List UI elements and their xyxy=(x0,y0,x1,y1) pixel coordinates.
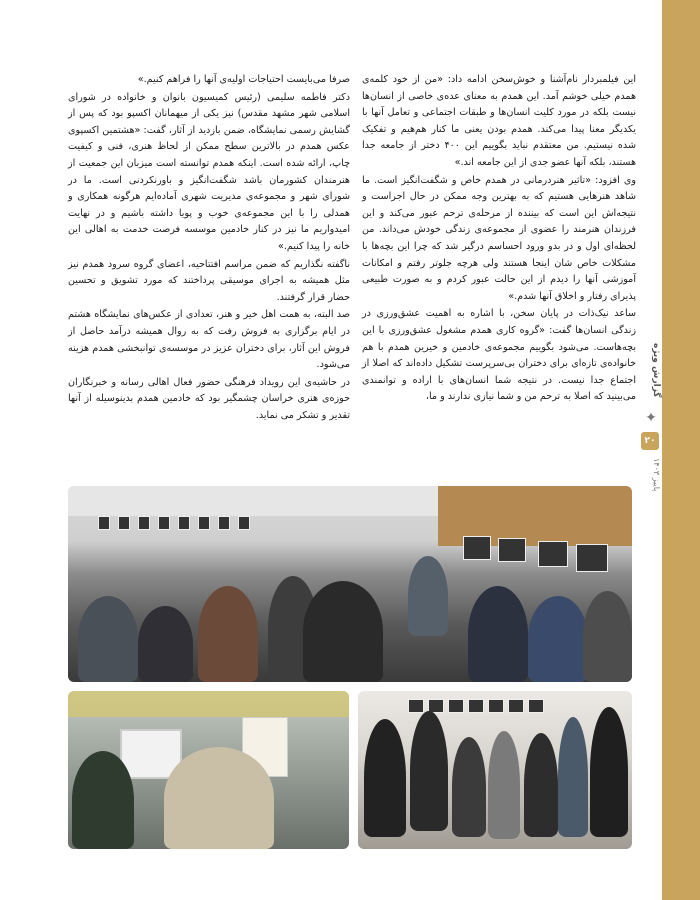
page-number: ۲۰ xyxy=(641,432,659,450)
standing-person xyxy=(410,711,448,831)
exhibition-crowd-photo xyxy=(68,486,632,682)
visitor xyxy=(583,591,632,682)
photo-frame xyxy=(448,699,464,713)
visitor xyxy=(198,586,258,682)
issue-season: پاییز ۱۴۰۳ xyxy=(652,458,661,492)
photo-frame xyxy=(488,699,504,713)
photo-frame xyxy=(198,516,210,530)
photo-frame xyxy=(528,699,544,713)
visitor xyxy=(78,596,138,682)
photo-frame xyxy=(238,516,250,530)
award-certificate-photo xyxy=(68,691,349,849)
paragraph: در حاشیه‌ی این رویداد فرهنگی حضور فعال اهالی رسانه و خبرنگاران حوزه‌ی هنری خراسان چشمگیر بود که خادمین همدم بدینوسیله از آنها تقدیر و تشکر می نماید. xyxy=(68,376,350,421)
visitor xyxy=(303,581,383,682)
paragraph: این فیلمبردار نام‌آشنا و خوش‌سخن ادامه داد: «من از خود کلمه‌ی همدم خیلی خوشم آمد. این همدم به معنای عده‌ی خاصی از انسان‌ها نیست بلکه در مورد کلیت انسان‌ها و طبقات اجتماعی و تعامل آنها با یکدیگر معنا پیدا می‌کند. همدم بودن یعنی ما کنار هم‌هیم و تفکیک شده نیستیم. من معتقدم نباید بگوییم این ۴۰۰ دختر از جامعه جدا هستند، بلکه آنها عضو جدی از این جامعه اند.» xyxy=(362,74,636,168)
seated-person xyxy=(488,731,520,839)
photo-frame xyxy=(498,538,526,562)
standing-person xyxy=(558,717,588,837)
man-center xyxy=(164,747,274,849)
visitor xyxy=(468,586,528,682)
photo-frame xyxy=(508,699,524,713)
visitor xyxy=(528,596,588,682)
man-left xyxy=(72,751,134,849)
photo-frame xyxy=(118,516,130,530)
section-title: گزارش ویژه xyxy=(651,342,661,398)
paragraph: صرفا می‌بایست احتیاجات اولیه‌ی آنها را فراهم کنیم.» xyxy=(137,74,350,85)
group-portrait-photo xyxy=(358,691,632,849)
photo-frame xyxy=(463,536,491,560)
photo-frame xyxy=(408,699,424,713)
sidebar-accent-strip xyxy=(662,0,700,900)
photo-frame xyxy=(138,516,150,530)
paragraph: صد البته، به همت اهل خیر و هنر، تعدادی از عکس‌های نمایشگاه هشتم در ایام برگزاری به فروش رفت که به روال همیشه درآمد حاصل از فروش این آثار، برای دختران عزیز در موسسه‌ی توانبخشی همدم هزینه می‌شود. xyxy=(68,309,350,371)
photo-frame xyxy=(468,699,484,713)
paragraph: دکتر فاطمه سلیمی (رئیس کمیسیون بانوان و خانواده در شورای اسلامی شهر مشهد مقدس) نیز یکی از میهمانان اکسپو بود که پس از گشایش رسمی نمایشگاه، ضمن بازدید از آثار، گفت: «هشتمین اکسپوی عکس همدم در بالاترین سطح ممکن از لحاظ هنری، فنی و کیفیت چاپ، ارائه شده است. اینکه همدم توانسته است میزبان این جمعیت از هنرمندان کشورمان باشد شگفت‌انگیز و باورنکردنی است. ما در شورای شهر و مجموعه‌ی مدیریت شهری آماده‌ایم هرگونه همکاری و همدلی را با این مجموعه‌ی خوب و پویا داشته باشیم و در نهایت امیدواریم ما نیز در کنار خادمین موسسه فرصت خدمت به اهالی این خانه را پیدا کنیم.» xyxy=(68,91,350,252)
paragraph: ساعد نیک‌ذات در پایان سخن، با اشاره به اهمیت عشق‌ورزی در زندگی انسان‌ها گفت: «گروه کاری همدم مشغول عشق‌ورزی با این بچه‌هاست. می‌شود بگوییم مجموعه‌ی خادمین و خیرین همدم با هم خانواده‌ی تازه‌ای برای دختران بی‌سرپرست تشکیل داده‌اند که اصلا از اجتماع جدا نیست. در نتیجه شما انسان‌های با اراده و توانمندی می‌بینید که اصلا به ترحم من و شما نیازی ندارند و ما، xyxy=(362,308,636,403)
paragraph: وی افزود: «تاثیر هنردرمانی در همدم خاص و شگفت‌انگیز است. ما شاهد هنرهایی هستیم که به بهترین وجه ممکن در حال اجراست و نتیجه‌اش این است که بیننده از مرحله‌ی ترحم عبور می‌کند و این فرزندان هنرمند را عضوی از مجموعه‌ی زندگی خودش می‌داند. من لحظه‌ای اول و در بدو ورود احساسم درگیر شد که چرا این بچه‌ها با مشکلات خاص شان اینجا هستند ولی هرچه جلوتر رفتم و امکانات آموزشی آنها را دیدم از این حالت عبور کردم و به صورت طبیعی پذیرای رفتار و اخلاق آنها شدم.» xyxy=(362,174,636,302)
photo-frame xyxy=(98,516,110,530)
photo-frame xyxy=(178,516,190,530)
seated-person xyxy=(524,733,558,837)
visitor xyxy=(138,606,193,682)
magazine-logo-icon: ✦ xyxy=(645,410,657,426)
sidebar-margin xyxy=(640,0,662,900)
banner-backdrop xyxy=(68,691,349,717)
photo-frame xyxy=(158,516,170,530)
photo-frame xyxy=(538,541,568,567)
seated-person xyxy=(452,737,486,837)
photo-frame xyxy=(218,516,230,530)
photo-frame xyxy=(576,544,608,572)
paragraph: ناگفته نگذاریم که ضمن مراسم افتتاحیه، اعضای گروه سرود همدم نیز مثل همیشه به اجرای موسیقی پرداختند که مورد تشویق و تحسین حضار قرار گرفتند. xyxy=(68,258,350,303)
visitor xyxy=(408,556,448,636)
standing-person xyxy=(364,719,406,837)
article-column-left xyxy=(68,72,350,425)
article-column-right xyxy=(362,72,636,407)
photographer xyxy=(590,707,628,837)
